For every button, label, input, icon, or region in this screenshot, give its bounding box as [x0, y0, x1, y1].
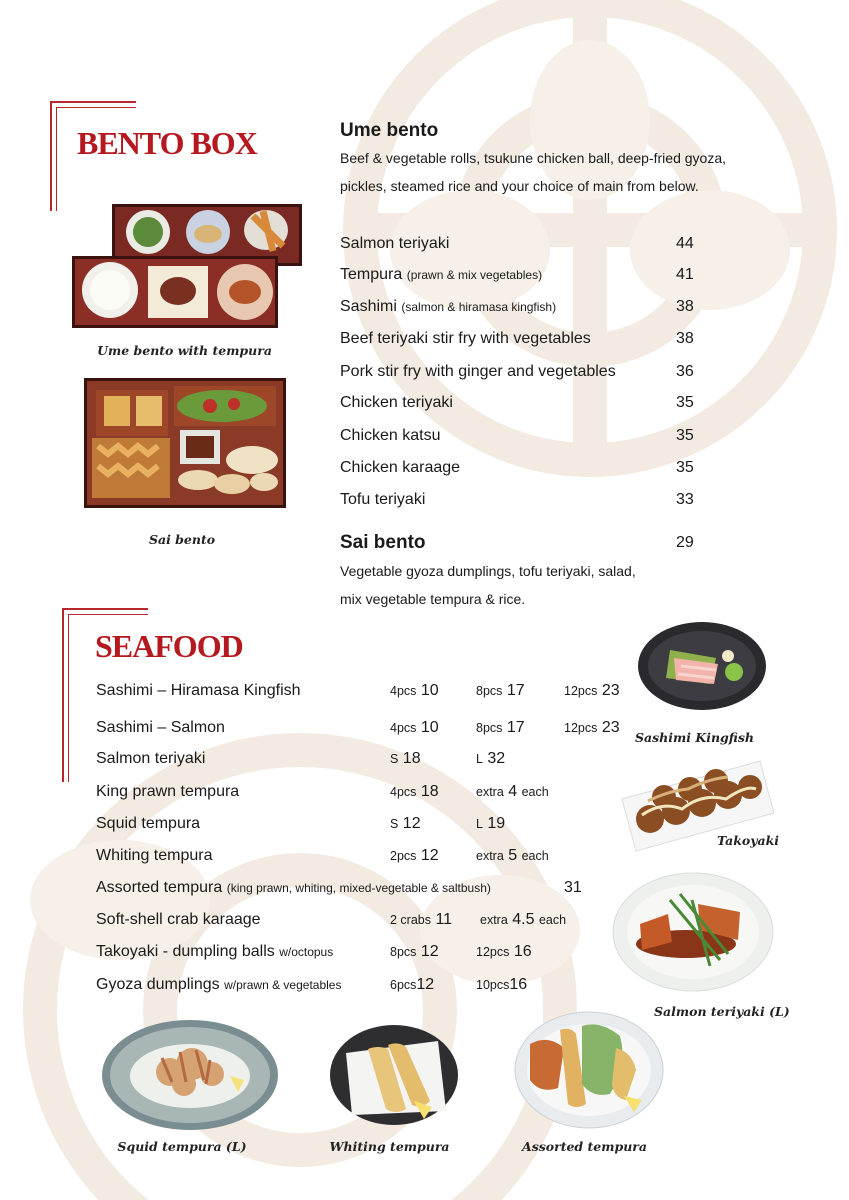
- seafood-item-name: Soft-shell crab karaage: [96, 911, 261, 928]
- price-unit: 12pcs: [564, 684, 598, 698]
- price-value: 12: [420, 943, 439, 960]
- price-unit: S: [390, 752, 399, 766]
- price-value: 16: [513, 943, 532, 960]
- price-value: 32: [487, 750, 506, 767]
- price-value: 10: [420, 719, 439, 736]
- item-name: Chicken teriyaki: [340, 394, 453, 411]
- item-name: Assorted tempura: [96, 879, 223, 896]
- price-option: [476, 976, 527, 994]
- ume-bento-photo: [68, 196, 308, 332]
- price-value: 11: [435, 911, 453, 928]
- menu-item: [340, 394, 453, 412]
- price-option: [476, 719, 525, 737]
- sai-bento-caption: Sai bento: [148, 532, 216, 547]
- price-unit: L: [476, 752, 483, 766]
- item-name: Salmon teriyaki: [340, 235, 450, 252]
- price-option: [390, 976, 434, 994]
- seafood-item-name: Whiting tempura: [96, 847, 213, 864]
- squid-tempura-caption: Squid tempura (L): [117, 1139, 247, 1154]
- item-name: Gyoza dumplings: [96, 976, 220, 993]
- menu-item: [340, 330, 591, 348]
- price-option: [476, 943, 532, 961]
- price-unit: 8pcs: [476, 721, 503, 735]
- price-option: [476, 682, 525, 700]
- item-note: (salmon & hiramasa kingfish): [401, 300, 557, 314]
- sashimi-kingfish-caption: Sashimi Kingfish: [635, 730, 754, 745]
- price-value: 16: [509, 976, 528, 993]
- price-option: [476, 847, 549, 865]
- item-price: 35: [676, 394, 694, 411]
- price-value: 12: [420, 847, 439, 864]
- takoyaki-caption: Takoyaki: [717, 833, 779, 848]
- item-price: 44: [676, 235, 694, 252]
- item-note: w/prawn & vegetables: [224, 978, 342, 992]
- price-unit: 6pcs: [390, 978, 417, 992]
- item-name: Beef teriyaki stir fry with vegetables: [340, 330, 591, 347]
- price-unit: extra: [476, 785, 504, 799]
- price-option: [390, 719, 439, 737]
- sai-desc-line-2: mix vegetable tempura & rice.: [340, 591, 526, 607]
- menu-item: [340, 459, 460, 477]
- item-price: 35: [676, 459, 694, 476]
- price-value: 19: [487, 815, 506, 832]
- seafood-item-name: Salmon teriyaki: [96, 750, 206, 767]
- price-value: 17: [506, 719, 525, 736]
- sai-desc-line-1: Vegetable gyoza dumplings, tofu teriyaki, salad,: [340, 563, 636, 579]
- item-name: Pork stir fry with ginger and vegetables: [340, 363, 616, 380]
- price-option: [390, 783, 439, 801]
- price-suffix: each: [521, 849, 549, 863]
- item-price: 35: [676, 427, 694, 444]
- item-name: Tofu teriyaki: [340, 491, 426, 508]
- price-value: 18: [420, 783, 439, 800]
- price-unit: extra: [476, 849, 504, 863]
- sai-bento-price: 29: [676, 534, 694, 551]
- price-unit: 12pcs: [476, 945, 510, 959]
- sai-bento-description: [340, 557, 636, 613]
- price-unit: L: [476, 817, 483, 831]
- menu-item: [340, 266, 542, 284]
- menu-item: [340, 491, 425, 509]
- price-suffix: each: [521, 785, 549, 799]
- item-price: 38: [676, 298, 694, 315]
- ume-bento-description: [340, 144, 726, 200]
- menu-item: [340, 363, 616, 381]
- price-unit: 8pcs: [476, 684, 503, 698]
- seafood-item-name: [96, 879, 491, 897]
- price-option: [480, 911, 566, 929]
- price-option: [564, 719, 620, 737]
- price-option: [390, 847, 439, 865]
- price-option: [476, 783, 549, 801]
- price-value: 31: [564, 879, 582, 896]
- sai-bento-title: Sai bento: [340, 532, 426, 553]
- price-unit: 2 crabs: [390, 913, 431, 927]
- salmon-teriyaki-caption: Salmon teriyaki (L): [654, 1004, 790, 1019]
- price-value: 18: [402, 750, 421, 767]
- menu-item: [340, 298, 556, 316]
- price-option: [390, 815, 421, 833]
- item-name: Chicken karaage: [340, 459, 461, 476]
- ume-bento-title: Ume bento: [340, 120, 439, 141]
- price-value: 23: [601, 719, 620, 736]
- seafood-item-name: [96, 976, 341, 994]
- price-value: 5: [508, 847, 518, 864]
- price-value: 12: [402, 815, 421, 832]
- price-value: 4: [508, 783, 518, 800]
- price-unit: 12pcs: [564, 721, 598, 735]
- item-price: 36: [676, 363, 694, 380]
- price-option: [390, 911, 452, 929]
- price-unit: 10pcs: [476, 978, 510, 992]
- price-option: [476, 815, 505, 833]
- menu-item: [340, 235, 449, 253]
- whiting-tempura-caption: Whiting tempura: [329, 1139, 450, 1154]
- assorted-tempura-caption: Assorted tempura: [522, 1139, 647, 1154]
- price-unit: 8pcs: [390, 945, 417, 959]
- item-price: 41: [676, 266, 694, 283]
- sai-bento-photo: [82, 376, 288, 510]
- price-unit: 4pcs: [390, 684, 417, 698]
- seafood-item-name: Squid tempura: [96, 815, 201, 832]
- ume-desc-line-2: pickles, steamed rice and your choice of main from below.: [340, 178, 699, 194]
- seafood-title: SEAFOOD: [95, 628, 243, 664]
- ume-bento-caption: Ume bento with tempura: [97, 343, 272, 358]
- seafood-item-name: Sashimi – Hiramasa Kingfish: [96, 682, 301, 699]
- price-suffix: each: [538, 913, 567, 927]
- item-note: (king prawn, whiting, mixed-vegetable & saltbush): [226, 881, 491, 895]
- item-note: (prawn & mix vegetables): [406, 268, 543, 282]
- item-note: w/octopus: [279, 945, 334, 959]
- price-option: [564, 682, 620, 700]
- price-value: 4.5: [512, 911, 535, 928]
- price-option: [476, 750, 505, 768]
- ume-desc-line-1: Beef & vegetable rolls, tsukune chicken ball, deep-fried gyoza,: [340, 150, 727, 166]
- price-unit: S: [390, 817, 399, 831]
- salmon-teriyaki-photo: [610, 870, 776, 994]
- seafood-item-name: Sashimi – Salmon: [96, 719, 225, 736]
- item-name: Chicken katsu: [340, 427, 441, 444]
- item-name: Tempura: [340, 266, 403, 283]
- price-unit: 2pcs: [390, 849, 417, 863]
- price-value: 12: [416, 976, 435, 993]
- price-unit: extra: [480, 913, 508, 927]
- item-name: Takoyaki - dumpling balls: [96, 943, 275, 960]
- price-unit: 4pcs: [390, 785, 417, 799]
- seafood-item-name: [96, 943, 333, 961]
- sashimi-kingfish-photo: [636, 620, 768, 712]
- price-option: [390, 943, 439, 961]
- item-price: 33: [676, 491, 694, 508]
- assorted-tempura-photo: [512, 1008, 666, 1132]
- whiting-tempura-photo: [328, 1023, 460, 1127]
- bento-box-title: BENTO BOX: [77, 125, 257, 161]
- price-value: 10: [420, 682, 439, 699]
- price-option: [390, 682, 439, 700]
- squid-tempura-photo: [100, 1018, 280, 1132]
- item-name: Sashimi: [340, 298, 397, 315]
- seafood-item-name: King prawn tempura: [96, 783, 240, 800]
- price-option: [390, 750, 421, 768]
- price-unit: 4pcs: [390, 721, 417, 735]
- menu-item: [340, 427, 441, 445]
- price-value: 17: [506, 682, 525, 699]
- item-price: 38: [676, 330, 694, 347]
- price-value: 23: [601, 682, 620, 699]
